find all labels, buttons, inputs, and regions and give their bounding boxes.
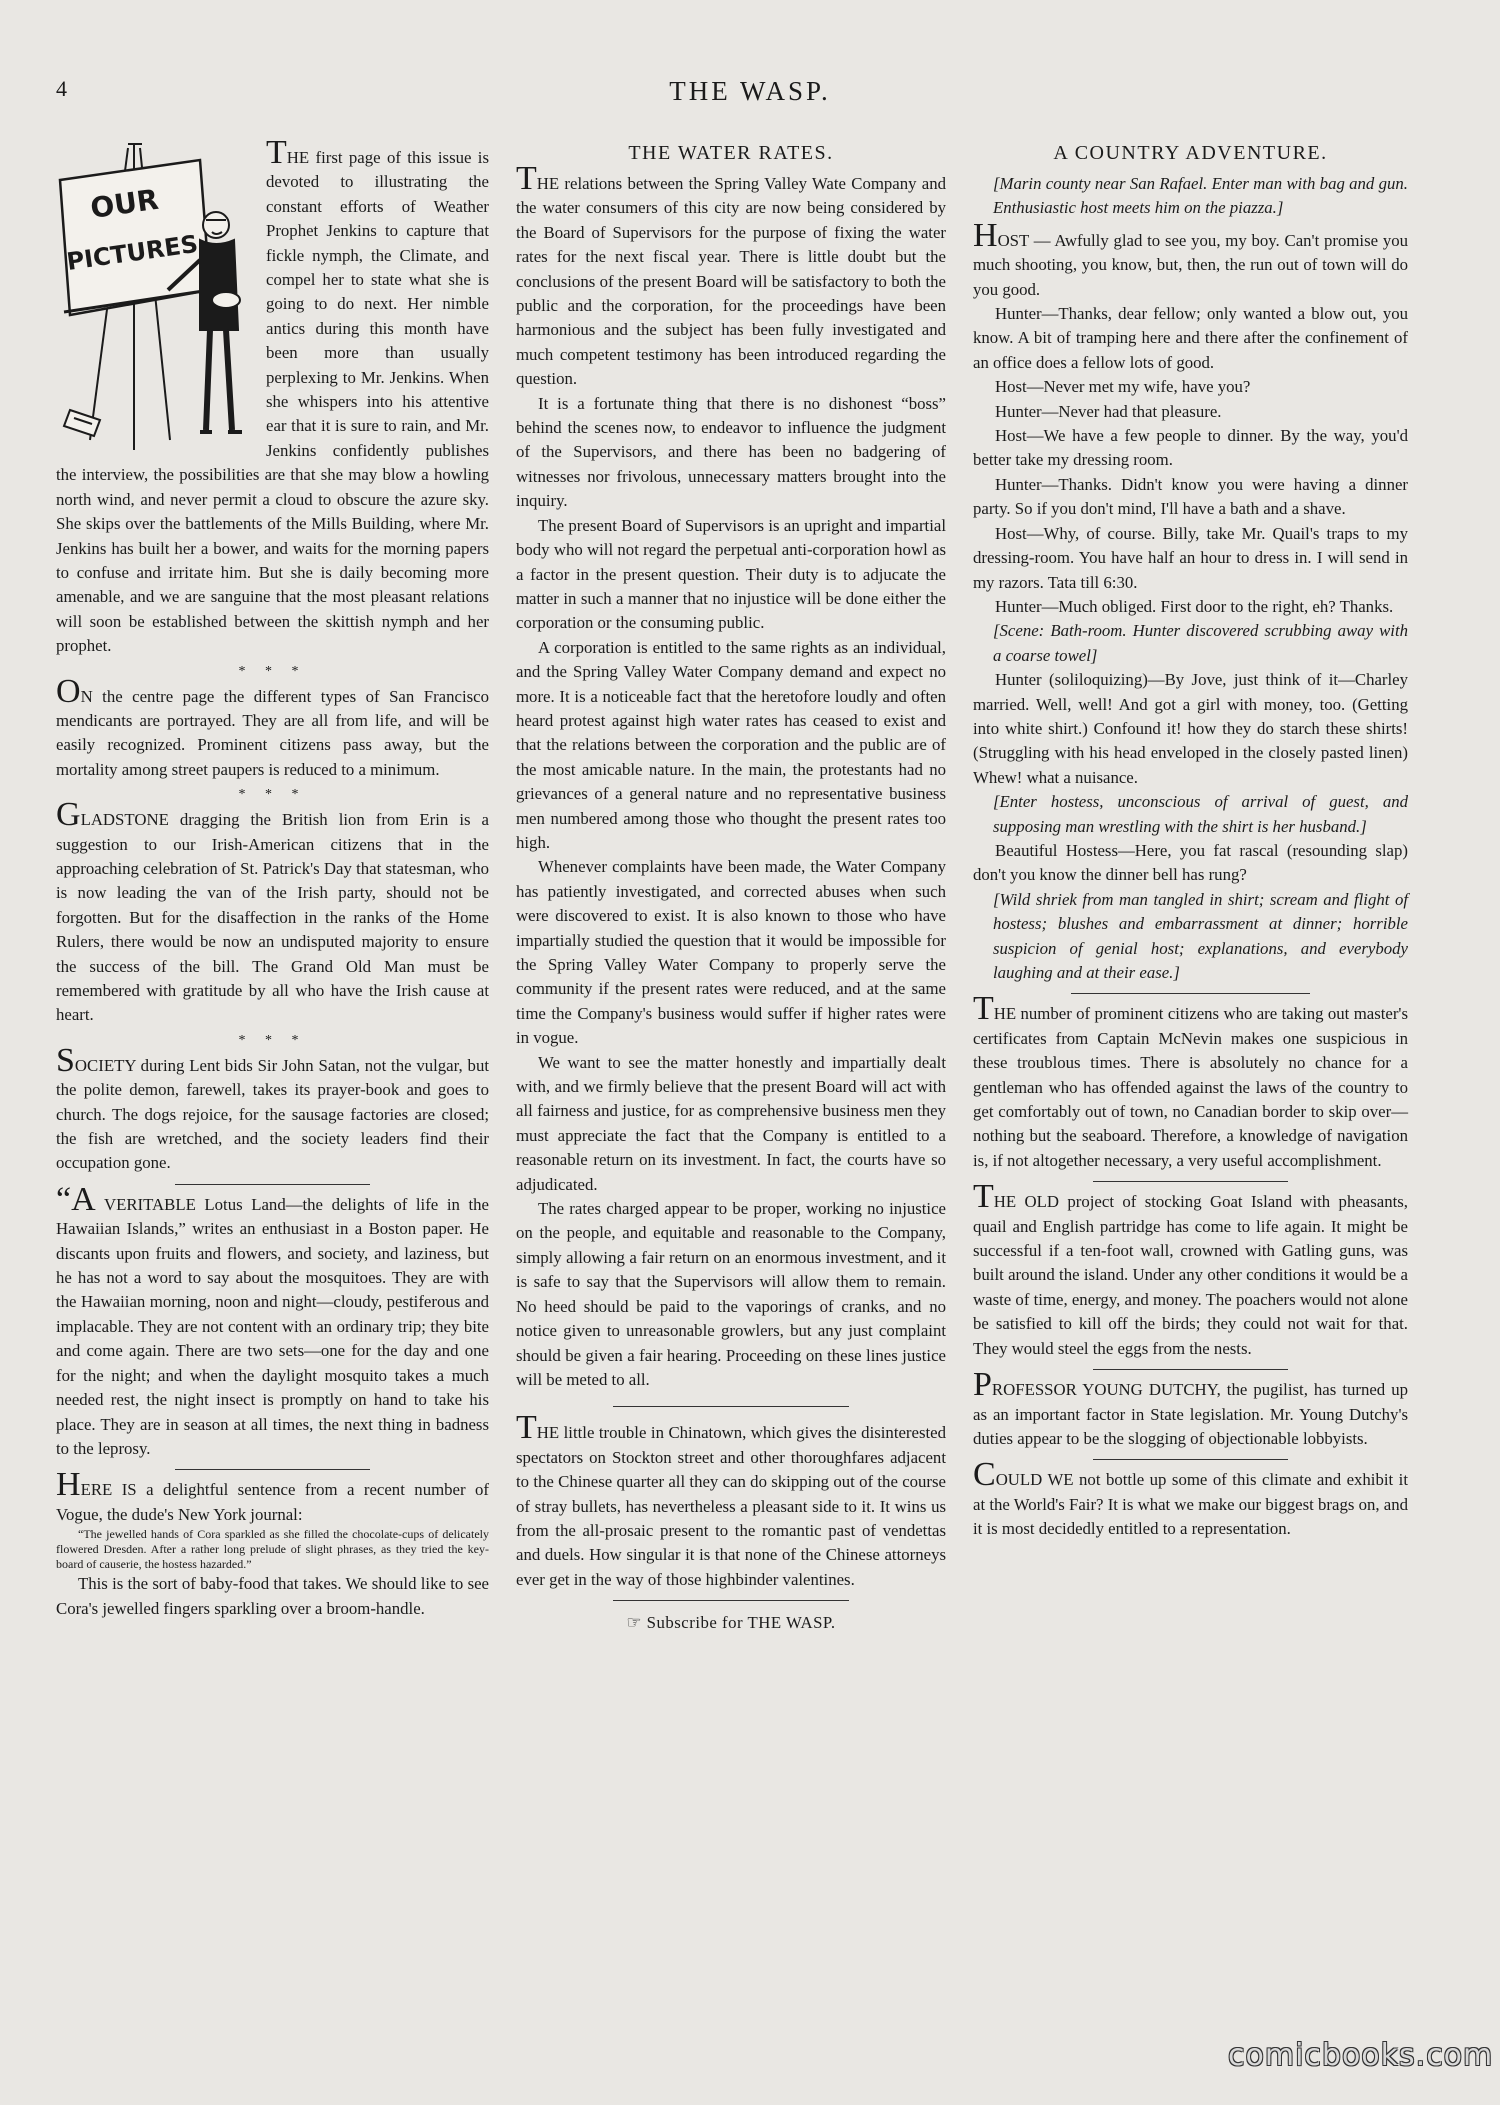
stage-direction: [Scene: Bath-room. Hunter discovered scrubbing away with a coarse towel]: [993, 621, 1408, 665]
divider: [1093, 1369, 1289, 1370]
vogue-quote: “The jewelled hands of Cora sparkled as she filled the chocolate-cups of delicately flowered Dresden. After a rather long prelude of slight phrases, as they tried the key-board of causerie, the hostess hazarded.”: [56, 1527, 489, 1572]
article-society-lent: SOCIETY during Lent bids Sir John Satan, not the vulgar, but the polite demon, farewell, takes its prayer-book and goes to church. The dogs rejoice, for the sausage factories are closed; the fish are wretched, and the society leaders find their occupation gone.: [56, 1041, 489, 1173]
page-number: 4: [56, 76, 67, 101]
stage-direction: [Enter hostess, unconscious of arrival of guest, and supposing man wrestling with the shirt is her husband.]: [993, 792, 1408, 836]
sign-word-pictures: PICTURES: [64, 229, 200, 276]
divider: [175, 1184, 370, 1185]
water-rates-paragraph: It is a fortunate thing that there is no dishonest “boss” behind the scenes now, to endeavor to influence the judgment of the Supervisors, and there has been no badgering of witnesses nor frivolous, unnecessary matters brought into the inquiry.: [516, 393, 946, 511]
our-pictures-illustration: [50, 140, 258, 460]
article-vogue: HERE IS a delightful sentence from a recent number of Vogue, the dude's New York journal:: [56, 1466, 489, 1524]
dialogue-line: Host—Never met my wife, have you?: [995, 377, 1251, 397]
water-rates-paragraph: Whenever complaints have been made, the Water Company has patiently investigated, and corrected abuses when such were discovered to exist. It is also known to those who have impartially studied the question that it would be impossible for the Spring Valley Water Company to properly serve the community if the present rates were reduced, and at the same time the Company's business would suffer if higher rates were in vogue.: [516, 857, 946, 1048]
article-chinatown: THE little trouble in Chinatown, which gives the disinterested spectators on Stockton street and other thoroughfares adjacent to the Chinese quarter all they can do skipping out of the course of stray bullets, has nevertheless a pleasant side to it. It wins us from the all-prosaic present to the romantic past of vendettas and duels. How singular it is that none of the Chinese attorneys ever get in the way of those highbinder valentines.: [516, 1409, 946, 1589]
divider: [1093, 1181, 1289, 1182]
divider: [1071, 993, 1310, 994]
column-left: [56, 134, 489, 1621]
column-middle: [516, 140, 946, 1636]
heading-water-rates: THE WATER RATES.: [628, 142, 834, 164]
article-young-dutchy: PROFESSOR YOUNG DUTCHY, the pugilist, has turned up as an important factor in State legislation. Mr. Young Dutchy's duties appear to be the slogging of objectionable lobbyists.: [973, 1366, 1408, 1448]
article-gladstone: GLADSTONE dragging the British lion from Erin is a suggestion to our Irish-American citizens that in the approaching celebration of St. Patrick's Day that statesman, who is now leading the van of the Irish party, should not be forgotten. But for the disaffection in the ranks of the Home Rulers, there would be now an undisputed majority to ensure the success of the bill. The Grand Old Man must be remembered with gratitude by all who have the Irish cause at heart.: [56, 796, 489, 1025]
article-centre-page: ON the centre page the different types of San Francisco mendicants are portrayed. They are all from life, and will be easily recognized. Prominent citizens pass away, but the mortality among street paupers is reduced to a minimum.: [56, 672, 489, 779]
sign-word-our: OUR: [88, 182, 161, 225]
article-master-certificates: THE number of prominent citizens who are taking out master's certificates from Captain McNevin makes one suspicious in these troublous times. There is absolutely no chance for a gentleman who has offended against the laws of the country to get comfortably out of town, no Canadian border to skip over—nothing but the seaboard. Therefore, a knowledge of navigation is, if not altogether necessary, a very useful accomplishment.: [973, 990, 1408, 1170]
column-right: [973, 140, 1408, 1542]
dialogue-line: Hunter—Much obliged. First door to the right, eh? Thanks.: [995, 596, 1394, 616]
water-rates-paragraph: The rates charged appear to be proper, working no injustice on the people, and equitable and reasonable to the Company, simply allowing a fair return on an enormous investment, and it is safe to say that the Supervisors will allow them to remain. No heed should be paid to the vaporings of cranks, and no notice given to unreasonable growlers, but any just complaint should be given a fair hearing. Proceeding on these lines justice will be meted to all.: [516, 1199, 946, 1389]
heading-country-adventure: A COUNTRY ADVENTURE.: [1053, 142, 1328, 164]
separator-stars: * * *: [238, 663, 307, 679]
divider: [175, 1469, 370, 1470]
water-rates-paragraph: A corporation is entitled to the same rights as an individual, and the Spring Valley Water Company demand and expect no more. It is a noticeable fact that the heretofore loudly and often heard protest against high water rates has ceased to exist and that the relations between the corporation and the public are of the most amicable nature. In the main, the protestants had no grievances of a general nature and no representative business men numbered among those who thought the present rates too high.: [516, 637, 946, 852]
dialogue-line: Hunter (soliloquizing)—By Jove, just think of it—Charley married. Well, well! And got a girl with money, too. (Getting into white shirt.) Confound it! how they do starch these shirts! (Struggling with his head enveloped in the closely pasted linen) Whew! what a nuisance.: [973, 670, 1408, 787]
water-rates-paragraph: We want to see the matter honestly and impartially dealt with, and we firmly believe that the present Board will act with all fairness and justice, for as comprehensive business men they must appreciate the fact that the Company is entitled to a reasonable return on its investment. In fact, the courts have so adjudicated.: [516, 1052, 946, 1194]
divider: [1093, 1459, 1289, 1460]
dialogue-line: Beautiful Hostess—Here, you fat rascal (resounding slap) don't you know the dinner bell has rung?: [973, 840, 1408, 885]
dialogue-line: Hunter—Thanks. Didn't know you were having a dinner party. So if you don't mind, I'll have a bath and a shave.: [973, 474, 1408, 519]
stage-direction: [Marin county near San Rafael. Enter man with bag and gun. Enthusiastic host meets him on the piazza.]: [993, 174, 1408, 218]
watermark: comicbooks.com: [1228, 2038, 1494, 2073]
dialogue-line: Hunter—Thanks, dear fellow; only wanted a blow out, you know. A bit of tramping here and there after the confinement of an office does a fellow lots of good.: [973, 304, 1408, 372]
divider: [613, 1406, 850, 1407]
dialogue-line: Host—Why, of course. Billy, take Mr. Quail's traps to my dressing-room. You have half an hour to dress in. I will send in my razors. Tata till 6:30.: [973, 523, 1408, 592]
subscribe-notice: [516, 1611, 946, 1635]
dialogue-line: Host—We have a few people to dinner. By the way, you'd better take my dressing room.: [973, 426, 1408, 470]
masthead: THE WASP.: [669, 76, 831, 106]
article-vogue-comment: This is the sort of baby-food that takes. We should like to see Cora's jewelled fingers sparkling over a broom-handle.: [56, 1574, 489, 1618]
dialogue-line: HOST — Awfully glad to see you, my boy. Can't promise you much shooting, you know, but, then, the run out of town will do you good.: [973, 216, 1408, 299]
water-rates-paragraph: THE relations between the Spring Valley Wate Company and the water consumers of this city are now being considered by the Board of Supervisors for the purpose of fixing the water rates for the next fiscal year. There is little doubt but the conclusions of the present Board will be satisfactory to both the public and the corporation, for the proceedings have been harmonious and the subject has been fully investigated and much competent testimony has been introduced regarding the question.: [516, 160, 946, 389]
separator-stars: * * *: [238, 1032, 307, 1048]
stage-direction: [Wild shriek from man tangled in shirt; scream and flight of hostess; blushes and embarrassment at dinner; horrible suspicion of genial host; explanations, and everybody laughing and at their ease.]: [993, 889, 1408, 982]
divider: [613, 1600, 850, 1601]
separator-stars: * * *: [238, 787, 307, 803]
article-goat-island: THE OLD project of stocking Goat Island with pheasants, quail and English partridge has come to life again. It might be successful if a ten-foot wall, crowned with Gatling guns, was built around the island. Under any other conditions it would be a waste of time, energy, and money. The poachers would not alone be satisfied to kill off the birds; they could not wait for that. They would steel the eggs from the nests.: [973, 1178, 1408, 1358]
article-hawaii-mosquitoes: “A VERITABLE Lotus Land—the delights of life in the Hawaiian Islands,” writes an enthusiast in a Boston paper. He discants upon fruits and flowers, and society, and laziness, but he has not a word to say about the mosquitoes. They are with the Hawaiian morning, noon and night—cloudy, pestiferous and implacable. They are not content with an ordinary trip; they bite and come again. There are two sets—one for the day and one for the night; and when the daylight mosquito takes a much needed rest, the night insect is promptly on hand to take his place. They are in season at all times, the next thing in badness to the leprosy.: [56, 1180, 489, 1458]
dialogue-line: Hunter—Never had that pleasure.: [995, 401, 1222, 421]
water-rates-paragraph: The present Board of Supervisors is an upright and impartial body who will not regard the perpetual anti-corporation howl as a factor in the present question. Their duty is to adjucate the matter in such a manner that no injustice will be done either the corporation or the consuming public.: [516, 515, 946, 633]
easel-figure-icon: [50, 140, 258, 460]
pointing-hand-icon: ☞: [626, 1613, 642, 1633]
article-weather-prophet: THE first page of this issue is devoted to illustrating the constant efforts of Weather Prophet Jenkins to capture that fickle nymph, the Climate, and compel her to state what she is going to do next. Her nimble antics during this month have been more than usually perplexing to Mr. Jenkins. When she whispers into his attentive ear that it is sure to rain, and Mr. Jenkins confidently publishes the interview, the possibilities are that she may blow a howling north wind, and never permit a cloud to obscure the azure sky. She skips over the battlements of the Mills Building, where Mr. Jenkins has built her a bower, and waits for the morning papers to confuse and irritate him. But she is daily becoming more amenable, and we are sanguine that the most pleasant relations will soon be established between the skittish nymph and her prophet.: [56, 134, 489, 656]
subscribe-text: Subscribe for THE WASP.: [646, 1613, 836, 1633]
article-climate-worlds-fair: COULD WE not bottle up some of this climate and exhibit it at the World's Fair? It is what we make our biggest brags on, and it is most decidedly entitled to a representation.: [973, 1456, 1408, 1539]
